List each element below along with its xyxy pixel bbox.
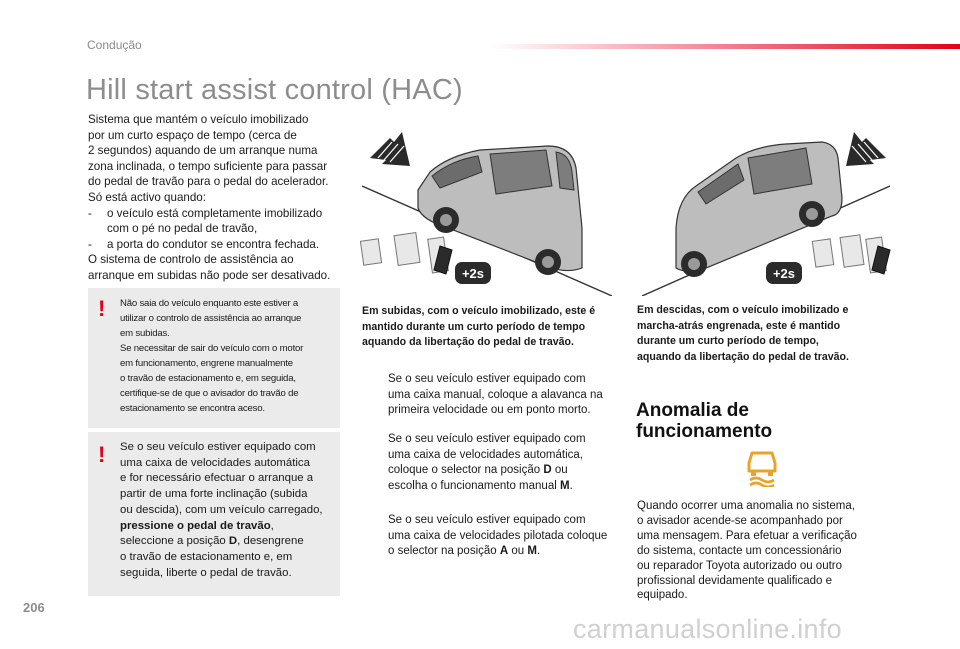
warning-note-exit	[88, 288, 340, 428]
bullet-line: Se o seu veículo estiver equipado com	[388, 433, 586, 445]
warning-line: seguida, liberte o pedal de travão.	[120, 566, 292, 579]
warning-text	[120, 440, 334, 581]
uphill-illustration	[360, 128, 620, 296]
downhill-arrow-icon	[846, 132, 886, 166]
warning-text	[120, 296, 334, 416]
bullet-line: Se o seu veículo estiver equipado com	[388, 514, 586, 526]
malfunction-line: equipado.	[637, 589, 688, 602]
intro-line: zona inclinada, o tempo suficiente para passar	[88, 159, 328, 173]
emphasis: D	[228, 535, 238, 548]
intro-line: 2 segundos) aquando de um arranque numa	[88, 144, 318, 158]
intro-text	[88, 112, 346, 284]
condition-item	[88, 237, 346, 253]
warning-line: estacionamento se encontra aceso.	[120, 403, 265, 414]
warning-line: Não saia do veículo enquanto este estiver a	[120, 298, 299, 309]
malfunction-heading	[636, 400, 856, 442]
condition-item	[88, 206, 346, 222]
bullet-line: uma caixa de velocidades automática,	[388, 448, 583, 461]
bullet-line: uma caixa manual, coloque a alavanca na	[388, 388, 603, 401]
heading-line: Anomalia de	[636, 400, 749, 421]
pedals-icon	[812, 235, 890, 274]
caption-line: marcha-atrás engrenada, este é mantido	[637, 319, 841, 332]
header-accent-bar	[490, 44, 960, 49]
malfunction-line: do sistema, contacte um concessionário	[637, 544, 842, 557]
condition-item	[88, 221, 346, 237]
warning-line: o travão de estacionamento e, em seguida,	[120, 373, 296, 384]
caption-line: aquando da libertação do pedal de travão.	[637, 350, 849, 363]
bullet-line: primeira velocidade ou em ponto morto.	[388, 404, 591, 417]
intro-line: Sistema que mantém o veículo imobilizado	[88, 113, 309, 126]
condition-text: com o pé no pedal de travão,	[107, 222, 258, 236]
caption-uphill	[362, 304, 617, 351]
warning-line: Se necessitar de sair do veículo com o motor	[120, 343, 304, 354]
bullet-line: uma caixa de velocidades pilotada coloque	[388, 529, 608, 542]
warning-note-automatic	[88, 432, 340, 596]
warning-exclamation-icon: !	[98, 442, 106, 467]
caption-line: durante um curto período de tempo,	[637, 335, 819, 348]
malfunction-line: ou reparador Toyota autorizado ou outro	[637, 559, 843, 572]
uphill-arrow-icon	[370, 132, 410, 166]
dash-marker: -	[88, 237, 92, 251]
intro-line: por um curto espaço de tempo (cerca de	[88, 128, 297, 142]
warning-line: e for necessário efectuar o arranque a	[120, 472, 314, 485]
bullet-line: escolha o funcionamento manual M.	[388, 479, 573, 492]
watermark: carmanualsonline.info	[573, 614, 842, 644]
caption-downhill	[637, 303, 892, 365]
downhill-illustration	[636, 128, 896, 296]
warning-line: partir de uma forte inclinação (subida	[120, 488, 308, 501]
hac-warning-lamp-icon	[742, 447, 782, 487]
hold-time-badge	[455, 262, 491, 284]
warning-line: seleccione a posição D, desengrene	[120, 535, 304, 548]
caption-line: Em descidas, com o veículo imobilizado e	[637, 304, 849, 316]
warning-line: em funcionamento, engrene manualmente	[120, 358, 293, 369]
condition-text: o veículo está completamente imobilizado	[107, 206, 323, 220]
intro-closing: arranque em subidas não pode ser desativado.	[88, 268, 331, 282]
warning-line: o travão de estacionamento e, em	[120, 550, 293, 563]
bullet-line: o selector na posição A ou M.	[388, 545, 541, 558]
malfunction-line: Quando ocorrer uma anomalia no sistema,	[637, 500, 855, 512]
emphasis: M	[527, 545, 537, 558]
malfunction-line: o avisador acende-se acompanhado por	[637, 514, 843, 527]
page-number: 206	[23, 600, 45, 615]
hold-time-label: +2s	[772, 266, 796, 281]
section-header: Condução	[87, 38, 142, 52]
condition-text: a porta do condutor se encontra fechada.	[107, 237, 320, 251]
warning-line: ou descida), com um veículo carregado,	[120, 503, 323, 516]
warning-line: pressione o pedal de travão,	[120, 519, 274, 532]
intro-closing: O sistema de controlo de assistência ao	[88, 253, 294, 267]
emphasis: M	[559, 479, 570, 492]
caption-line: aquando da libertação do pedal de travão.	[362, 336, 574, 349]
bullet-line: coloque o selector na posição D ou	[388, 464, 568, 477]
warning-line: uma caixa de velocidades automática	[120, 456, 310, 469]
warning-exclamation-icon: !	[98, 296, 106, 321]
intro-line: do pedal de travão para o pedal do acelerador.	[88, 175, 329, 189]
hold-time-badge	[766, 262, 802, 284]
intro-line: Só está activo quando:	[88, 190, 206, 204]
hold-time-label: +2s	[461, 266, 485, 281]
emphasis: D	[543, 464, 552, 477]
warning-line: utilizar o controlo de assistência ao arranque	[120, 313, 302, 324]
page-title: Hill start assist control (HAC)	[86, 74, 463, 106]
emphasis: pressione o pedal de travão	[120, 519, 271, 532]
heading-line: funcionamento	[636, 421, 773, 442]
dash-marker: -	[88, 206, 92, 220]
bullet-line: Se o seu veículo estiver equipado com	[388, 373, 586, 385]
malfunction-line: profissional devidamente qualificado e	[637, 574, 832, 587]
caption-line: mantido durante um curto período de tempo	[362, 320, 586, 333]
malfunction-line: uma mensagem. Para efetuar a verificação	[637, 529, 857, 542]
warning-line: em subidas.	[120, 328, 170, 339]
malfunction-text	[637, 499, 877, 603]
warning-line: certifique-se de que o avisador do travão de	[120, 388, 299, 399]
caption-line: Em subidas, com o veículo imobilizado, este é	[362, 305, 596, 317]
warning-line: Se o seu veículo estiver equipado com	[120, 441, 316, 453]
emphasis: A	[499, 545, 509, 558]
pedals-icon	[360, 233, 452, 274]
